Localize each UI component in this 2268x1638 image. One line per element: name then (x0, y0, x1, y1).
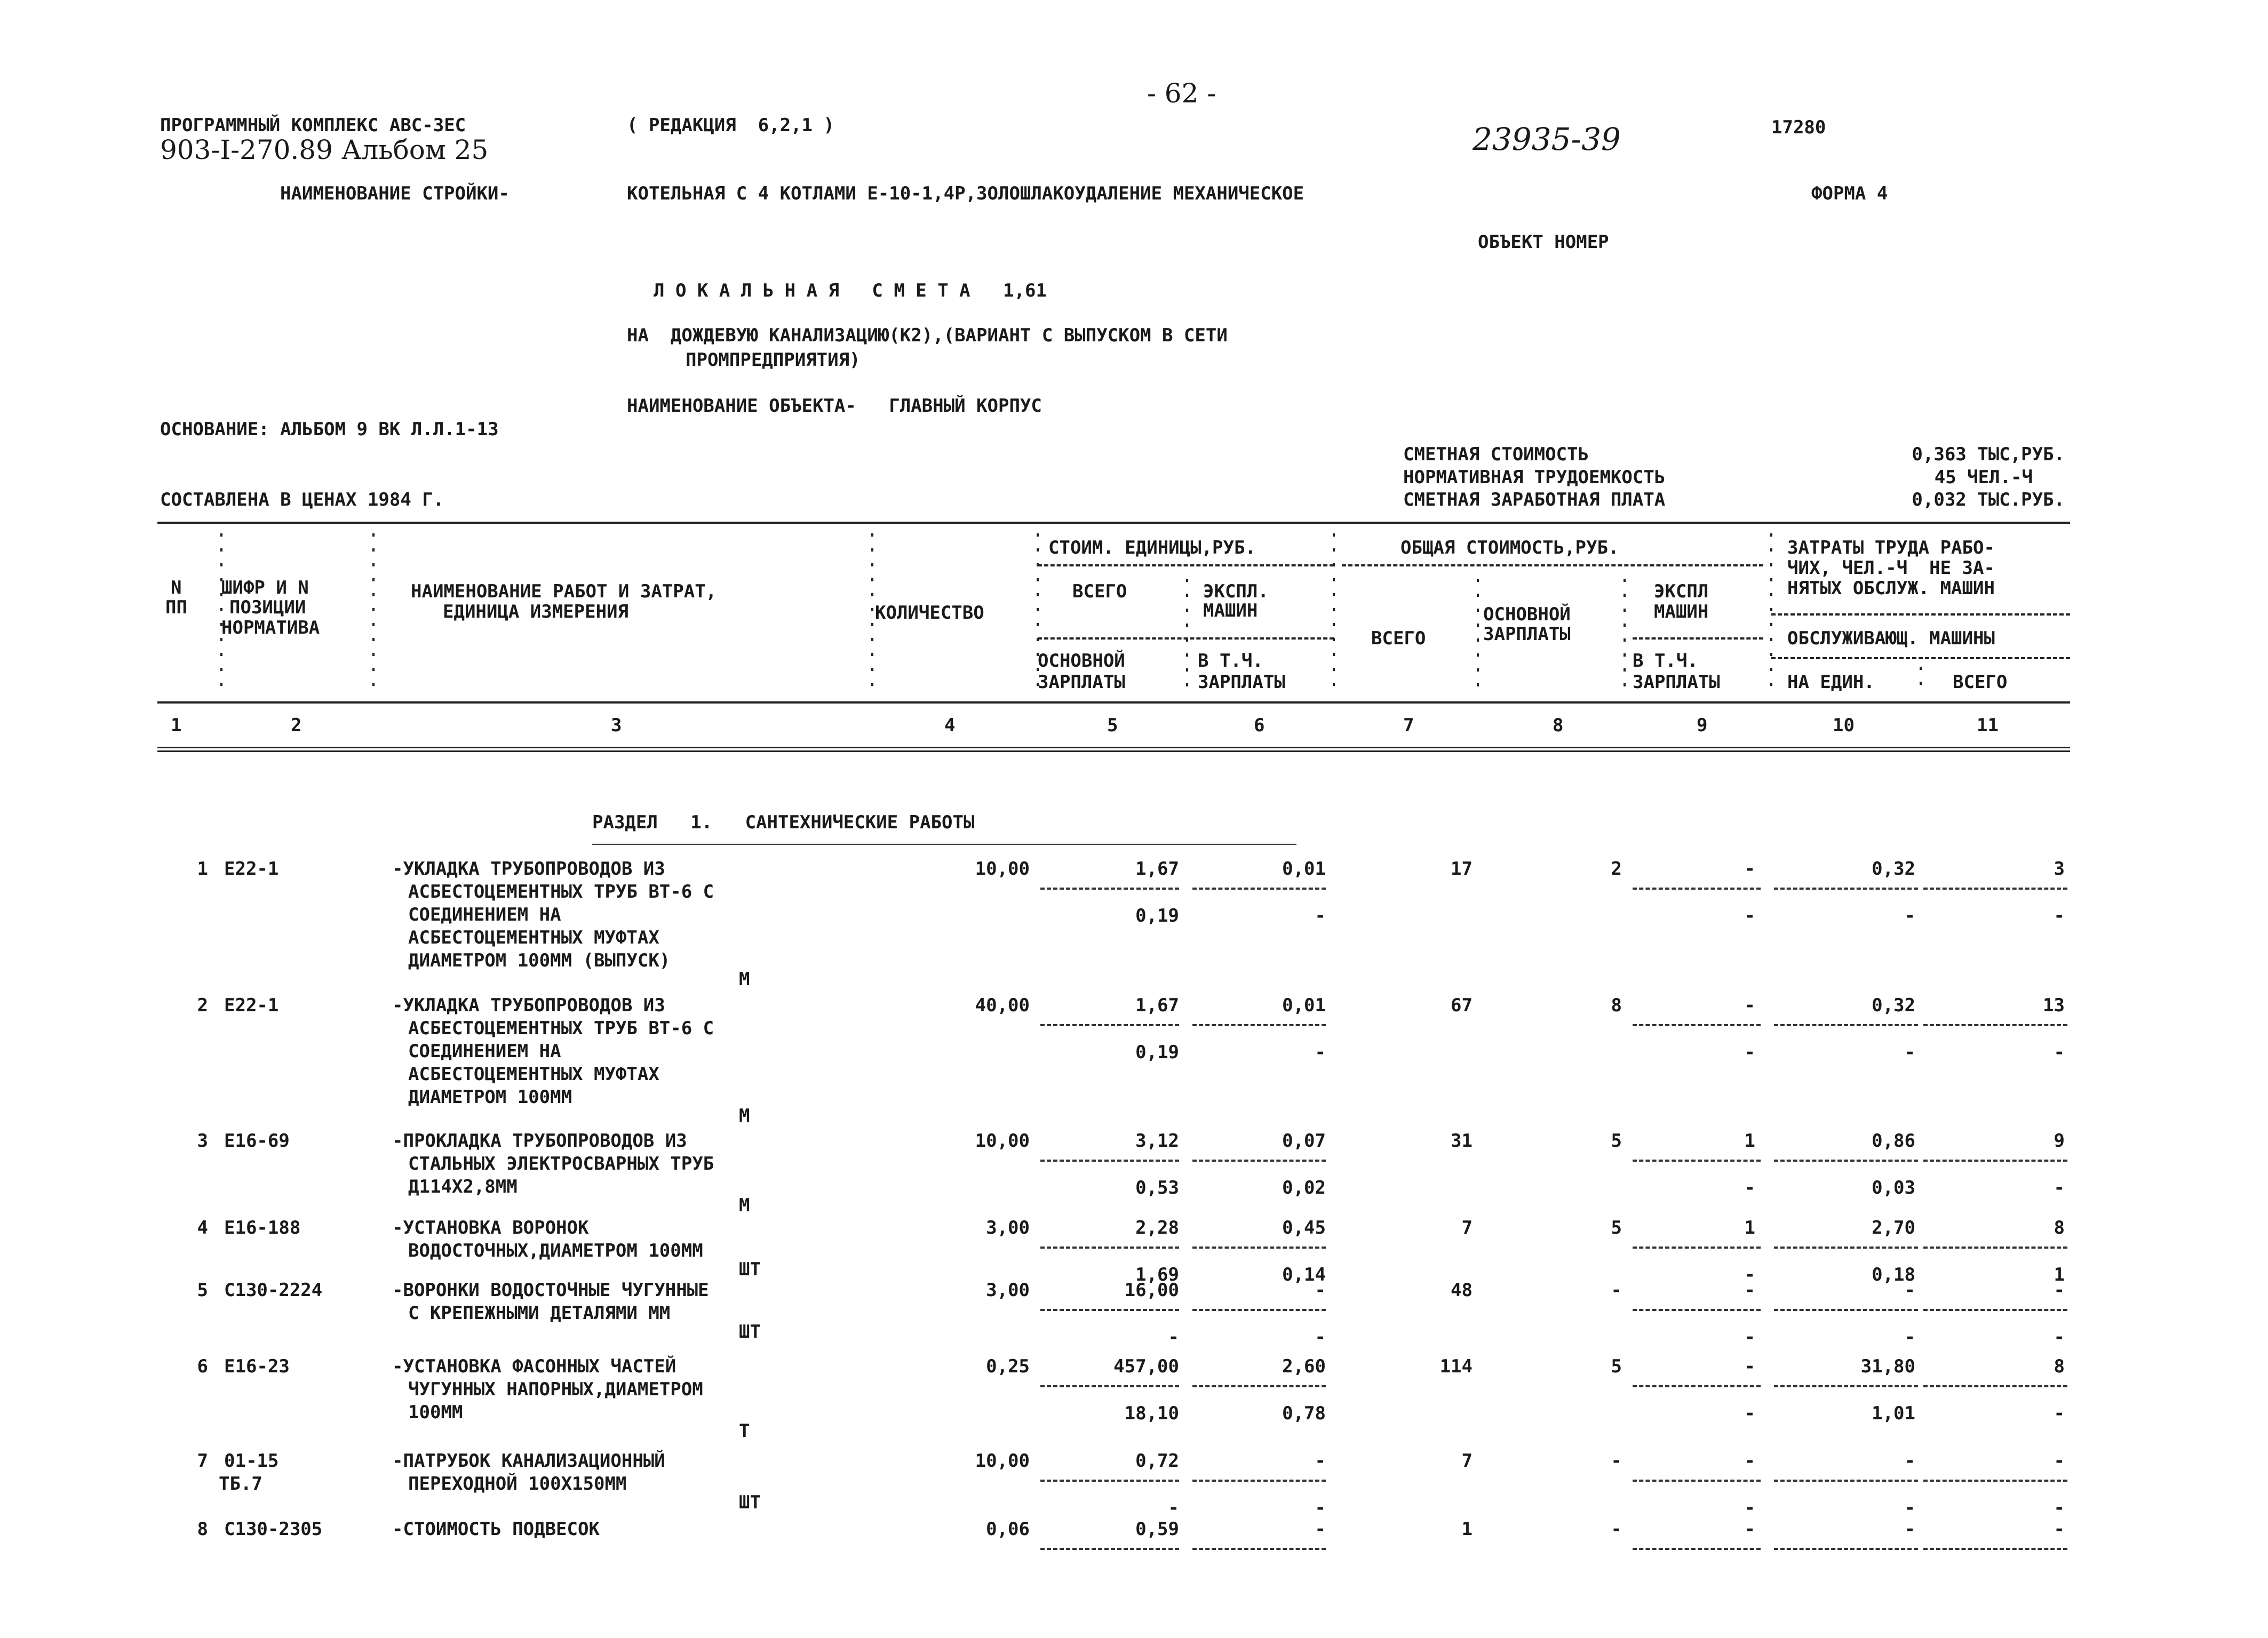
row-total-machine-wage: - (1744, 1327, 1755, 1348)
row-description-line: ВОДОСТОЧНЫХ,ДИАМЕТРОМ 100ММ (408, 1240, 703, 1261)
row-labor-total: - (2054, 1519, 2065, 1540)
row-rule (1040, 1247, 1179, 1249)
colnum-4: 4 (944, 715, 956, 736)
row-number: 4 (197, 1217, 208, 1239)
row-unit-cost-machine-wage: 0,78 (1282, 1403, 1326, 1424)
estimate-title: Л О К А Л Ь Н А Я С М Е Т А 1,61 (654, 280, 1047, 301)
row-labor-machines-total: - (2054, 1403, 2065, 1424)
row-total-cost: 7 (1461, 1450, 1473, 1472)
row-description-line: ЧУГУННЫХ НАПОРНЫХ,ДИАМЕТРОМ (408, 1379, 703, 1400)
row-total-basewage: 5 (1611, 1217, 1622, 1239)
row-description-line: -ПРОКЛАДКА ТРУБОПРОВОДОВ ИЗ (392, 1130, 687, 1152)
row-description-line: -ВОРОНКИ ВОДОСТОЧНЫЕ ЧУГУННЫЕ (392, 1280, 709, 1301)
head-col1-b: ПП (165, 597, 187, 618)
row-labor-per-unit: 0,32 (1872, 995, 1915, 1016)
row-total-cost: 1 (1461, 1519, 1473, 1540)
head-labor-b: ЧИХ, ЧЕЛ.-Ч НЕ ЗА- (1787, 557, 1995, 579)
row-quantity: 10,00 (975, 858, 1030, 880)
row-labor-machines-unit: 0,03 (1872, 1177, 1915, 1198)
row-labor-machines-unit: - (1904, 1327, 1915, 1348)
row-description-line: АСБЕСТОЦЕМЕНТНЫХ ТРУБ ВТ-6 С (408, 881, 714, 902)
row-rule (1923, 1480, 2067, 1482)
head-uc-total: ВСЕГО (1072, 581, 1127, 602)
row-unit-cost-machines: - (1315, 1280, 1326, 1301)
section-title: РАЗДЕЛ 1. САНТЕХНИЧЕСКИЕ РАБОТЫ (592, 812, 975, 833)
row-unit-cost-total: 457,00 (1113, 1356, 1179, 1377)
row-rule (1633, 1385, 1761, 1387)
row-number: 2 (197, 995, 208, 1016)
head-tc-mach-a: ЭКСПЛ (1654, 581, 1709, 602)
row-quantity: 3,00 (986, 1280, 1030, 1301)
row-rule (1040, 1160, 1179, 1162)
colnum-7: 7 (1403, 715, 1414, 736)
colnum-10: 10 (1833, 715, 1855, 736)
head-col1-a: N (171, 577, 182, 598)
row-rule (1774, 1247, 1918, 1249)
row-total-machine-wage: - (1744, 905, 1755, 926)
row-rule (1192, 1024, 1326, 1026)
row-unit-cost-total: 1,67 (1135, 995, 1179, 1016)
colnum-9: 9 (1697, 715, 1708, 736)
edition: ( РЕДАКЦИЯ 6,2,1 ) (627, 115, 834, 136)
row-unit-cost-total: 0,59 (1135, 1519, 1179, 1540)
row-unit-cost-machines: 0,45 (1282, 1217, 1326, 1239)
row-total-machine-wage: - (1744, 1403, 1755, 1424)
row-total-machines: - (1744, 1519, 1755, 1540)
colnum-1: 1 (171, 715, 182, 736)
row-description-line: АСБЕСТОЦЕМЕНТНЫХ МУФТАХ (408, 1064, 659, 1085)
row-total-basewage: - (1611, 1280, 1622, 1301)
row-description-line: -УКЛАДКА ТРУБОПРОВОДОВ ИЗ (392, 995, 665, 1016)
row-labor-machines-unit: 1,01 (1872, 1403, 1915, 1424)
row-rule (1923, 1548, 2067, 1550)
colnum-6: 6 (1254, 715, 1265, 736)
row-unit: М (739, 969, 750, 990)
row-number: 5 (197, 1280, 208, 1301)
row-labor-machines-total: - (2054, 1177, 2065, 1198)
construction-label: НАИМЕНОВАНИЕ СТРОЙКИ- (280, 183, 510, 204)
row-total-cost: 31 (1451, 1130, 1473, 1152)
row-unit-cost-total: 1,67 (1135, 858, 1179, 880)
row-labor-per-unit: - (1904, 1450, 1915, 1472)
row-description-line: -ПАТРУБОК КАНАЛИЗАЦИОННЫЙ (392, 1450, 665, 1472)
row-labor-machines-total: - (2054, 905, 2065, 926)
row-rule (1633, 1309, 1761, 1311)
row-unit: ШТ (739, 1259, 761, 1280)
head-unit-cost: СТОИМ. ЕДИНИЦЫ,РУБ. (1048, 537, 1256, 558)
row-rule (1633, 1024, 1761, 1026)
row-unit-cost-machine-wage: - (1315, 1497, 1326, 1519)
row-unit-cost-machines: - (1315, 1519, 1326, 1540)
row-labor-machines-total: - (2054, 1497, 2065, 1519)
row-unit-cost-basewage: - (1168, 1497, 1179, 1519)
row-description-line: -УСТАНОВКА ФАСОННЫХ ЧАСТЕЙ (392, 1356, 677, 1377)
head-col3-b: ЕДИНИЦА ИЗМЕРЕНИЯ (443, 601, 628, 622)
row-total-basewage: 5 (1611, 1356, 1622, 1377)
row-unit-cost-machine-wage: 0,02 (1282, 1177, 1326, 1198)
row-rule (1774, 1385, 1918, 1387)
row-rule (1774, 1024, 1918, 1026)
row-labor-total: 8 (2054, 1356, 2065, 1377)
head-tc-total: ВСЕГО (1371, 628, 1426, 649)
head-labor-c: НЯТЫХ ОБСЛУЖ. МАШИН (1787, 578, 1995, 599)
row-rule (1040, 1548, 1179, 1550)
row-labor-total: - (2054, 1450, 2065, 1472)
row-unit-cost-machines: - (1315, 1450, 1326, 1472)
row-total-machine-wage: - (1744, 1497, 1755, 1519)
head-labor-a: ЗАТРАТЫ ТРУДА РАБО- (1787, 537, 1995, 558)
head-uc-basewage-b: ЗАРПЛАТЫ (1038, 672, 1125, 693)
row-labor-machines-total: 1 (2054, 1264, 2065, 1285)
row-total-cost: 7 (1461, 1217, 1473, 1239)
row-total-machines: - (1744, 1356, 1755, 1377)
row-total-basewage: 8 (1611, 995, 1622, 1016)
row-unit-cost-basewage: 0,53 (1135, 1177, 1179, 1198)
row-number: 1 (197, 858, 208, 880)
head-labor-unit: НА ЕДИН. (1787, 672, 1875, 693)
row-unit-cost-total: 0,72 (1135, 1450, 1179, 1472)
row-unit: М (739, 1195, 750, 1216)
row-total-machines: 1 (1744, 1130, 1755, 1152)
head-uc-incl-a: В Т.Ч. (1198, 650, 1263, 672)
head-bottom-rule (157, 701, 2070, 704)
row-code: С130-2305 (224, 1519, 323, 1540)
row-labor-per-unit: 0,86 (1872, 1130, 1915, 1152)
construction-value: КОТЕЛЬНАЯ С 4 КОТЛАМИ Е-10-1,4Р,ЗОЛОШЛАКОУДАЛЕНИЕ МЕХАНИЧЕСКОЕ (627, 183, 1304, 204)
row-total-basewage: 5 (1611, 1130, 1622, 1152)
row-description-line: -УСТАНОВКА ВОРОНОК (392, 1217, 589, 1239)
row-description-line: СТАЛЬНЫХ ЭЛЕКТРОСВАРНЫХ ТРУБ (408, 1153, 714, 1174)
object-name: НАИМЕНОВАНИЕ ОБЪЕКТА- ГЛАВНЫЙ КОРПУС (627, 395, 1042, 417)
row-unit-cost-machine-wage: - (1315, 1042, 1326, 1063)
row-labor-machines-unit: - (1904, 905, 1915, 926)
row-total-basewage: - (1611, 1450, 1622, 1472)
row-description-line: АСБЕСТОЦЕМЕНТНЫХ МУФТАХ (408, 927, 659, 948)
row-rule (1923, 1309, 2067, 1311)
doc-number: 17280 (1771, 117, 1826, 138)
row-unit-cost-machine-wage: 0,14 (1282, 1264, 1326, 1285)
row-rule (1923, 888, 2067, 890)
row-code: Е22-1 (224, 858, 279, 880)
row-labor-total: 3 (2054, 858, 2065, 880)
row-rule (1192, 1548, 1326, 1550)
header-separators (0, 0, 2268, 747)
head-double-rule (157, 747, 2070, 752)
row-description-line: -УКЛАДКА ТРУБОПРОВОДОВ ИЗ (392, 858, 665, 880)
form-number: ФОРМА 4 (1811, 183, 1888, 204)
row-rule (1040, 1385, 1179, 1387)
head-col4: КОЛИЧЕСТВО (875, 602, 984, 624)
row-description-line: АСБЕСТОЦЕМЕНТНЫХ ТРУБ ВТ-6 С (408, 1018, 714, 1039)
row-number: 6 (197, 1356, 208, 1377)
basis: ОСНОВАНИЕ: АЛЬБОМ 9 ВК Л.Л.1-13 (160, 419, 499, 440)
row-total-machine-wage: - (1744, 1264, 1755, 1285)
row-labor-total: 13 (2043, 995, 2065, 1016)
row-code: Е16-188 (224, 1217, 301, 1239)
row-number: 8 (197, 1519, 208, 1540)
page-number: - 62 - (1147, 78, 1216, 109)
head-uc-mach-a: ЭКСПЛ. (1203, 581, 1269, 602)
labor-value: 45 ЧЕЛ.-Ч (1934, 467, 2033, 488)
row-rule (1040, 1309, 1179, 1311)
row-description-line: -СТОИМОСТЬ ПОДВЕСОК (392, 1519, 600, 1540)
row-code: Е16-23 (224, 1356, 290, 1377)
row-rule (1774, 888, 1918, 890)
row-number: 3 (197, 1130, 208, 1152)
row-description-line: ДИАМЕТРОМ 100ММ (408, 1086, 572, 1108)
row-quantity: 10,00 (975, 1130, 1030, 1152)
colnum-5: 5 (1107, 715, 1118, 736)
head-labor-sub: ОБСЛУЖИВАЮЩ. МАШИНЫ (1787, 628, 1995, 649)
row-unit-cost-total: 16,00 (1124, 1280, 1179, 1301)
row-total-cost: 17 (1451, 858, 1473, 880)
row-total-cost: 114 (1439, 1356, 1473, 1377)
head-col3-a: НАИМЕНОВАНИЕ РАБОТ И ЗАТРАТ, (411, 581, 717, 602)
row-labor-machines-total: - (2054, 1042, 2065, 1063)
cost-value: 0,363 ТЫС,РУБ. (1912, 444, 2065, 465)
colnum-11: 11 (1977, 715, 1999, 736)
row-quantity: 3,00 (986, 1217, 1030, 1239)
wage-label: СМЕТНАЯ ЗАРАБОТНАЯ ПЛАТА (1403, 489, 1666, 510)
album-label: 903-I-270.89 Альбом 25 (160, 134, 489, 165)
row-labor-total: - (2054, 1280, 2065, 1301)
head-col2-a: ШИФР И N (221, 577, 309, 598)
row-code-2: ТБ.7 (219, 1473, 262, 1495)
colnum-2: 2 (291, 715, 302, 736)
row-rule (1040, 1480, 1179, 1482)
row-labor-per-unit: - (1904, 1280, 1915, 1301)
row-labor-total: 9 (2054, 1130, 2065, 1152)
row-total-basewage: 2 (1611, 858, 1622, 880)
row-unit-cost-basewage: 0,19 (1135, 905, 1179, 926)
row-labor-per-unit: - (1904, 1519, 1915, 1540)
row-unit-cost-machines: 2,60 (1282, 1356, 1326, 1377)
prices-note: СОСТАВЛЕНА В ЦЕНАХ 1984 Г. (160, 489, 444, 510)
head-labor-total: ВСЕГО (1953, 672, 2008, 693)
subject-line-2: ПРОМПРЕДПРИЯТИЯ) (686, 349, 861, 371)
row-rule (1040, 1024, 1179, 1026)
cost-label: СМЕТНАЯ СТОИМОСТЬ (1403, 444, 1589, 465)
row-code: С130-2224 (224, 1280, 323, 1301)
row-unit: Т (739, 1420, 750, 1442)
row-rule (1923, 1247, 2067, 1249)
row-rule (1774, 1480, 1918, 1482)
row-labor-machines-unit: 0,18 (1872, 1264, 1915, 1285)
row-total-machines: - (1744, 858, 1755, 880)
row-description-line: С КРЕПЕЖНЫМИ ДЕТАЛЯМИ ММ (408, 1303, 671, 1324)
head-tc-base-a: ОСНОВНОЙ (1483, 604, 1571, 625)
row-total-machines: - (1744, 995, 1755, 1016)
row-unit-cost-machine-wage: - (1315, 905, 1326, 926)
row-quantity: 40,00 (975, 995, 1030, 1016)
object-number: ОБЪЕКТ НОМЕР (1478, 231, 1609, 253)
row-rule (1192, 1385, 1326, 1387)
section-underline (592, 843, 1296, 845)
row-description-line: 100ММ (408, 1402, 463, 1423)
labor-label: НОРМАТИВНАЯ ТРУДОЕМКОСТЬ (1403, 467, 1666, 488)
program-name: ПРОГРАММНЫЙ КОМПЛЕКС АВС-3ЕС (160, 115, 466, 136)
head-uc-basewage-a: ОСНОВНОЙ (1038, 650, 1125, 672)
head-total-cost: ОБЩАЯ СТОИМОСТЬ,РУБ. (1400, 537, 1619, 558)
row-unit-cost-total: 2,28 (1135, 1217, 1179, 1239)
head-tc-incl-a: В Т.Ч. (1633, 650, 1698, 672)
row-rule (1633, 1548, 1761, 1550)
row-unit-cost-machines: 0,07 (1282, 1130, 1326, 1152)
row-labor-machines-unit: - (1904, 1042, 1915, 1063)
row-rule (1774, 1548, 1918, 1550)
doc-code: 23935-39 (1473, 121, 1621, 157)
row-rule (1040, 888, 1179, 890)
row-total-machines: 1 (1744, 1217, 1755, 1239)
row-quantity: 0,06 (986, 1519, 1030, 1540)
row-description-line: Д114Х2,8ММ (408, 1176, 518, 1197)
row-rule (1633, 1480, 1761, 1482)
row-rule (1192, 1160, 1326, 1162)
row-description-line: ПЕРЕХОДНОЙ 100Х150ММ (408, 1473, 627, 1495)
row-total-machine-wage: - (1744, 1177, 1755, 1198)
colnum-8: 8 (1553, 715, 1564, 736)
row-rule (1774, 1160, 1918, 1162)
head-uc-mach-b: МАШИН (1203, 600, 1258, 621)
row-quantity: 0,25 (986, 1356, 1030, 1377)
row-description-line: СОЕДИНЕНИЕМ НА (408, 904, 561, 925)
row-unit-cost-basewage: 1,69 (1135, 1264, 1179, 1285)
row-unit: ШТ (739, 1321, 761, 1343)
row-code: Е16-69 (224, 1130, 290, 1152)
row-description-line: ДИАМЕТРОМ 100ММ (ВЫПУСК) (408, 950, 671, 971)
row-total-machines: - (1744, 1450, 1755, 1472)
row-total-machines: - (1744, 1280, 1755, 1301)
row-total-machine-wage: - (1744, 1042, 1755, 1063)
row-total-cost: 67 (1451, 995, 1473, 1016)
row-rule (1774, 1309, 1918, 1311)
row-rule (1192, 1480, 1326, 1482)
row-unit-cost-basewage: 18,10 (1124, 1403, 1179, 1424)
row-rule (1192, 1247, 1326, 1249)
row-rule (1633, 1247, 1761, 1249)
head-tc-incl-b: ЗАРПЛАТЫ (1633, 672, 1720, 693)
row-unit: М (739, 1105, 750, 1126)
row-code: 01-15 (224, 1450, 279, 1472)
row-unit-cost-basewage: 0,19 (1135, 1042, 1179, 1063)
head-col2-c: НОРМАТИВА (221, 617, 320, 638)
row-rule (1923, 1160, 2067, 1162)
row-labor-per-unit: 31,80 (1860, 1356, 1915, 1377)
row-labor-total: 8 (2054, 1217, 2065, 1239)
row-rule (1192, 1309, 1326, 1311)
row-unit-cost-machines: 0,01 (1282, 995, 1326, 1016)
row-total-cost: 48 (1451, 1280, 1473, 1301)
row-labor-per-unit: 0,32 (1872, 858, 1915, 880)
row-rule (1633, 1160, 1761, 1162)
head-uc-incl-b: ЗАРПЛАТЫ (1198, 672, 1285, 693)
row-rule (1192, 888, 1326, 890)
row-description-line: СОЕДИНЕНИЕМ НА (408, 1041, 561, 1062)
row-unit-cost-machines: 0,01 (1282, 858, 1326, 880)
colnum-3: 3 (611, 715, 622, 736)
row-rule (1923, 1024, 2067, 1026)
row-rule (1923, 1385, 2067, 1387)
subject-line-1: НА ДОЖДЕВУЮ КАНАЛИЗАЦИЮ(К2),(ВАРИАНТ С ВЫПУСКОМ В СЕТИ (627, 325, 1228, 346)
row-total-basewage: - (1611, 1519, 1622, 1540)
row-labor-machines-total: - (2054, 1327, 2065, 1348)
row-quantity: 10,00 (975, 1450, 1030, 1472)
head-tc-base-b: ЗАРПЛАТЫ (1483, 624, 1571, 645)
row-code: Е22-1 (224, 995, 279, 1016)
head-tc-mach-b: МАШИН (1654, 601, 1709, 622)
row-unit-cost-total: 3,12 (1135, 1130, 1179, 1152)
row-unit: ШТ (739, 1492, 761, 1513)
row-labor-per-unit: 2,70 (1872, 1217, 1915, 1239)
wage-value: 0,032 ТЫС.РУБ. (1912, 489, 2065, 510)
head-col2-b: ПОЗИЦИИ (229, 597, 306, 618)
row-labor-machines-unit: - (1904, 1497, 1915, 1519)
row-unit-cost-basewage: - (1168, 1327, 1179, 1348)
row-unit-cost-machine-wage: - (1315, 1327, 1326, 1348)
row-rule (1633, 888, 1761, 890)
row-number: 7 (197, 1450, 208, 1472)
